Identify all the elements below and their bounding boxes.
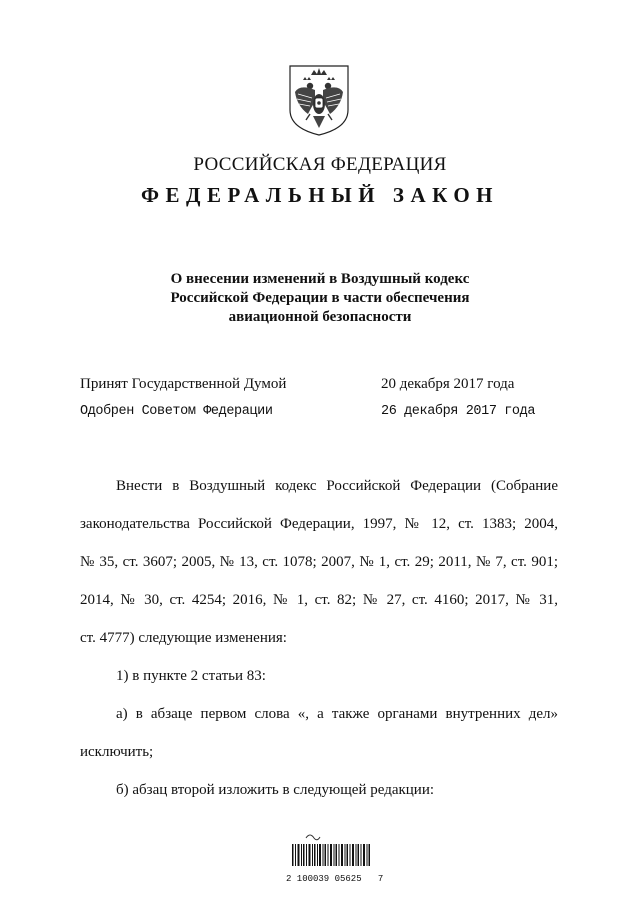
country-heading: РОССИЙСКАЯ ФЕДЕРАЦИЯ: [193, 154, 447, 175]
list-item-line: 1) в пункте 2 статьи 83:: [116, 668, 266, 684]
barcode-icon: [286, 832, 376, 868]
body-paragraph-line: Внести в Воздушный кодекс Российской Федерации (Собрание: [116, 478, 558, 494]
coat-of-arms-emblem: [286, 62, 352, 138]
law-title-line: О внесении изменений в Воздушный кодекс: [170, 271, 470, 287]
list-item-line: а) в абзаце первом слова «, а также органами внутренних дел»: [116, 706, 558, 722]
duma-adoption-date: 20 декабря 2017 года: [381, 376, 515, 392]
document-barcode: [286, 832, 384, 884]
body-paragraph-line: ст. 4777) следующие изменения:: [80, 630, 287, 646]
body-paragraph-line: законодательства Российской Федерации, 1997, № 12, ст. 1383; 2004,: [80, 516, 558, 532]
barcode-number: 2 100039 05625 7: [286, 874, 384, 884]
law-title-line: авиационной безопасности: [228, 309, 412, 325]
russian-coat-of-arms-icon: [286, 62, 352, 138]
law-title: [0, 270, 640, 327]
list-item-line: б) абзац второй изложить в следующей редакции:: [116, 782, 435, 798]
body-paragraph-line: 2014, № 30, ст. 4254; 2016, № 1, ст. 82; № 27, ст. 4160; 2017, № 31,: [80, 592, 558, 608]
document-type-heading: ФЕДЕРАЛЬНЫЙ ЗАКОН: [141, 183, 499, 207]
council-approval-label: Одобрен Советом Федерации: [80, 404, 273, 419]
council-approval-date: 26 декабря 2017 года: [381, 404, 536, 419]
duma-adoption-label: Принят Государственной Думой: [80, 376, 287, 392]
body-paragraph-line: № 35, ст. 3607; 2005, № 13, ст. 1078; 2007, № 1, ст. 29; 2011, № 7, ст. 901;: [80, 554, 558, 570]
law-title-line: Российской Федерации в части обеспечения: [170, 290, 470, 306]
list-item-line: исключить;: [80, 744, 154, 760]
